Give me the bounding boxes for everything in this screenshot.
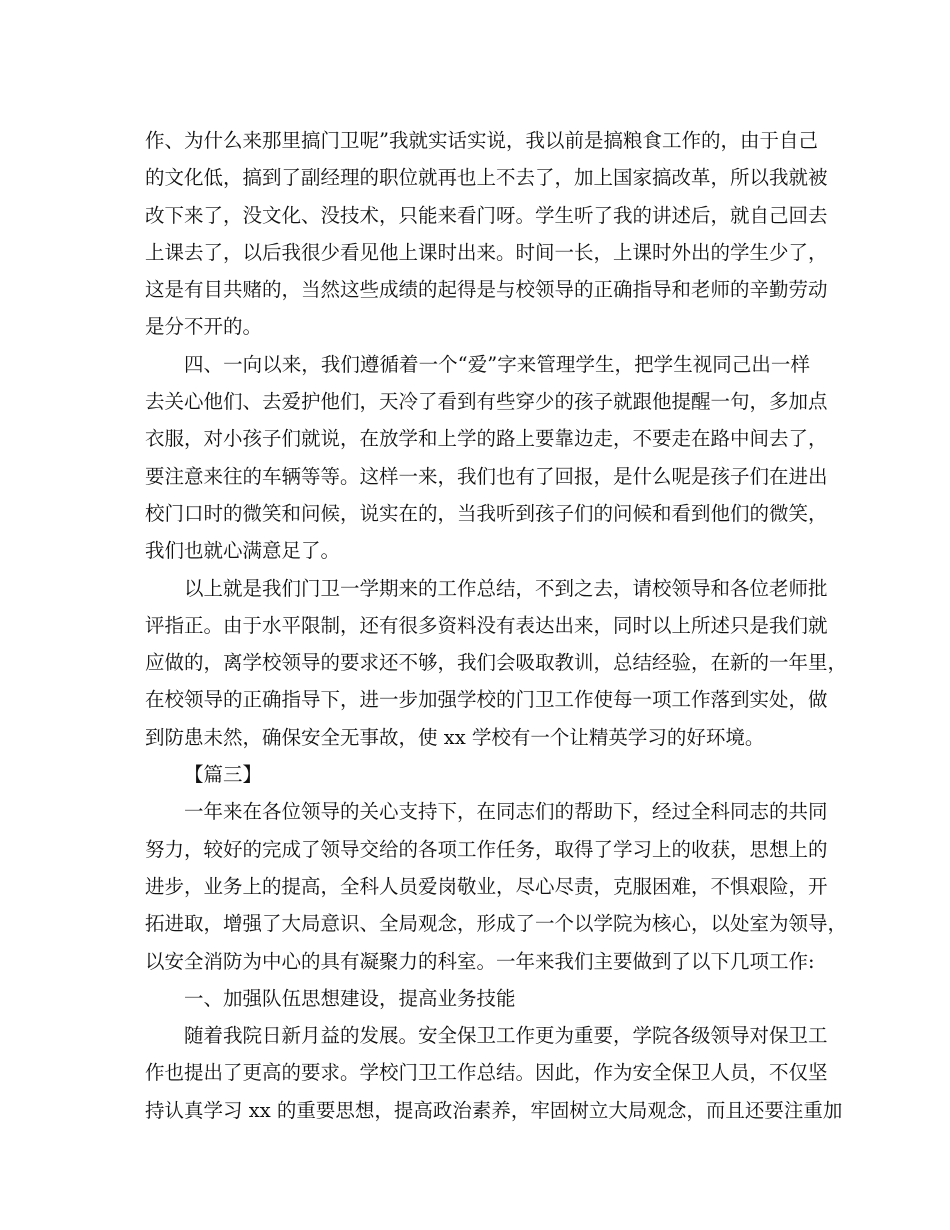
line-text: 一、加强队伍思想建设，提高业务技能 xyxy=(184,986,516,1010)
line-text: 一年来在各位领导的关心支持下，在同志们的帮助下，经过全科同志的共同 xyxy=(184,800,828,824)
document-body xyxy=(145,122,848,1129)
text-line xyxy=(145,308,810,345)
text-line xyxy=(145,122,818,159)
line-text: 改下来了，没文化、没技术，只能来看门呀。学生听了我的讲述后，就自己回去 xyxy=(145,203,828,227)
line-text: 以上就是我们门卫一学期来的工作总结，不到之去，请校领导和各位老师批 xyxy=(184,576,828,600)
text-line xyxy=(145,570,828,607)
paragraph xyxy=(145,122,828,346)
text-line xyxy=(145,420,828,457)
text-line xyxy=(145,346,810,383)
paragraph xyxy=(145,570,848,756)
text-line xyxy=(145,495,828,532)
text-line xyxy=(145,719,810,756)
line-text: 随着我院日新月益的发展。安全保卫工作更为重要，学院各级领导对保卫工 xyxy=(184,1024,828,1048)
line-text: 到防患未然，确保安全无事故，使 xx 学校有一个让精英学习的好环境。 xyxy=(145,725,765,749)
line-text: 衣服，对小孩子们就说，在放学和上学的路上要靠边走，不要走在路中间去了， xyxy=(145,427,828,451)
text-line xyxy=(145,681,828,718)
text-line xyxy=(145,1054,828,1091)
line-text: 应做的，离学校领导的要求还不够，我们会吸取教训，总结经验，在新的一年里， xyxy=(145,651,848,675)
paragraph xyxy=(145,346,828,570)
text-line xyxy=(145,644,848,681)
text-line xyxy=(145,458,828,495)
section-heading xyxy=(145,980,810,1017)
text-line xyxy=(145,980,810,1017)
line-text: 要注意来往的车辆等等。这样一来，我们也有了回报，是什么呢是孩子们在进出 xyxy=(145,464,828,488)
section-heading xyxy=(145,756,810,793)
text-line xyxy=(145,271,828,308)
line-text: 持认真学习 xx 的重要思想，提高政治素养，牢固树立大局观念，而且还要注重加 xyxy=(145,1098,843,1122)
line-text: 去关心他们、去爱护他们，天冷了看到有些穿少的孩子就跟他提醒一句，多加点 xyxy=(145,390,828,414)
line-text: 【篇三】 xyxy=(184,763,263,787)
text-line xyxy=(145,756,810,793)
line-text: 我们也就心满意足了。 xyxy=(145,539,341,563)
line-text: 拓进取，增强了大局意识、全局观念，形成了一个以学院为核心，以处室为领导， xyxy=(145,912,848,936)
text-line xyxy=(145,607,828,644)
line-text: 在校领导的正确指导下，进一步加强学校的门卫工作使每一项工作落到实处，做 xyxy=(145,688,828,712)
text-line xyxy=(145,905,848,942)
text-line xyxy=(145,793,828,830)
line-text: 以安全消防为中心的具有凝聚力的科室。一年来我们主要做到了以下几项工作: xyxy=(145,949,815,973)
text-line xyxy=(145,159,828,196)
text-line xyxy=(145,1017,828,1054)
line-text: 评指正。由于水平限制，还有很多资料没有表达出来，同时以上所述只是我们就 xyxy=(145,613,828,637)
line-text: 上课去了，以后我很少看见他上课时出来。时间一长，上课时外出的学生少了， xyxy=(145,240,828,264)
paragraph xyxy=(145,1017,843,1129)
paragraph xyxy=(145,793,848,979)
text-line xyxy=(145,383,828,420)
line-text: 努力，较好的完成了领导交给的各项工作任务，取得了学习上的收获，思想上的 xyxy=(145,837,828,861)
line-text: 是分不开的。 xyxy=(145,315,263,339)
text-line xyxy=(145,831,828,868)
text-line xyxy=(145,1092,843,1129)
text-line xyxy=(145,943,815,980)
line-text: 作也提出了更高的要求。学校门卫工作总结。因此，作为安全保卫人员，不仅坚 xyxy=(145,1061,828,1085)
line-text: 这是有目共赌的，当然这些成绩的起得是与校领导的正确指导和老师的辛勤劳动 xyxy=(145,278,828,302)
line-text: 进步，业务上的提高，全科人员爱岗敬业，尽心尽责，克服困难，不惧艰险，开 xyxy=(145,874,828,898)
text-line xyxy=(145,197,828,234)
line-text: 四、一向以来，我们遵循着一个“爱”字来管理学生，把学生视同己出一样 xyxy=(184,352,810,376)
text-line xyxy=(145,532,810,569)
line-text: 校门口时的微笑和问候，说实在的，当我听到孩子们的问候和看到他们的微笑， xyxy=(145,501,828,525)
line-text: 作、为什么来那里搞门卫呢”我就实话实说，我以前是搞粮食工作的，由于自己 xyxy=(145,129,818,152)
text-line xyxy=(145,234,828,271)
line-text: 的文化低，搞到了副经理的职位就再也上不去了，加上国家搞改革，所以我就被 xyxy=(145,166,828,190)
text-line xyxy=(145,868,828,905)
